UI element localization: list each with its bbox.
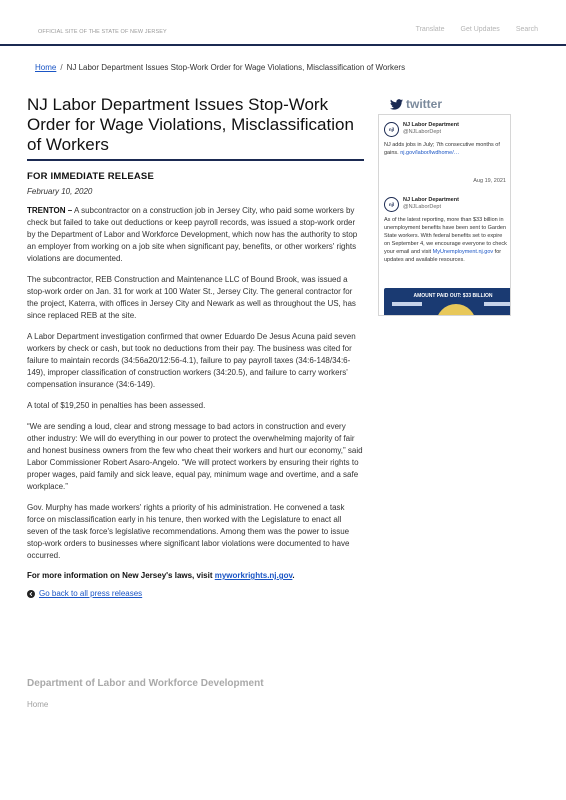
breadcrumb (35, 63, 405, 72)
paragraph-5: “We are sending a loud, clear and strong message to bad actors in construction and every other industry: We will do everything in our power to protect the overwhelming majority of fair and honest business owners from the few who cheat their workers and hurt our economy,” said Labor Commissioner Robert Asaro-Angelo. “We will protect workers by ensuring their rights to proper wages, paid family and sick leave, equal pay, minimum wage and overtime, and a safe workplace.” (27, 422, 363, 491)
dateline: TRENTON – (27, 206, 73, 215)
tweet-2-body: As of the latest reporting, more than $33 billion in unemployment benefits have been sent to Garden State workers. With federal benefits set to expire on September 4, we encourage everyone to check your email and visit (384, 217, 507, 255)
breadcrumb-current: NJ Labor Department Issues Stop-Work Order for Wage Violations, Misclassification of Workers (66, 63, 406, 72)
top-links (416, 26, 538, 33)
twitter-feed[interactable] (378, 114, 511, 316)
paragraph-1-text: A subcontractor on a construction job in Jersey City, who paid some workers by check but failed to take out deductions or keep payroll records, was issued a stop-work order by the Department of Labor and Workforce Development, which now has the authority to stop an employer from working on a job site when significant pay, benefits, or other workers' rights violations are documented. (27, 206, 358, 263)
back-to-releases-link[interactable]: Go back to all press releases (39, 589, 143, 598)
myworkrights-link[interactable]: myworkrights.nj.gov (214, 571, 293, 580)
image-graphic (436, 304, 476, 316)
tweet-2-date[interactable]: Aug 19, 2021 (473, 178, 506, 184)
breadcrumb-separator: / (60, 63, 63, 72)
translate-link[interactable]: Translate (415, 26, 445, 33)
avatar[interactable]: njl (384, 197, 399, 212)
tweet-2-author (403, 197, 459, 211)
avatar[interactable]: njl (384, 122, 399, 137)
twitter-bird-icon (390, 99, 403, 110)
paragraph-4: A total of $19,250 in penalties has been assessed. (27, 401, 206, 410)
more-info-prefix: For more information on New Jersey's laws, visit (27, 571, 215, 580)
tweet-author-handle[interactable]: @NJLaborDept (403, 204, 441, 210)
back-to-releases[interactable] (27, 589, 364, 598)
tweet-author-name[interactable]: NJ Labor Department (403, 122, 459, 128)
release-date: February 10, 2020 (27, 187, 93, 196)
tweet-1-body: NJ adds jobs in July; 7th consecutive months of gains. (384, 142, 500, 156)
top-bar (0, 0, 566, 46)
twitter-heading-text: twitter (406, 97, 442, 111)
paragraph-3: A Labor Department investigation confirmed that owner Eduardo De Jesus Acuna paid seven workers by check or cash, but took no deductions from their pay. The business was cited for failure to maintain records (34:56a20/12:56-4.1), failure to pay payroll taxes (34:6-148/34:6-149), improper classification of construction workers (34:20.5), and failure to carry workers' compensation insurance (34:6-149). (27, 332, 356, 389)
paragraph-1 (27, 205, 364, 265)
article (27, 95, 364, 598)
tweet-1-link[interactable]: nj.gov/labor/lwdhome/… (400, 150, 460, 156)
official-site-label: OFFICIAL SITE OF THE STATE OF NEW JERSEY (38, 29, 167, 35)
paragraph-6: Gov. Murphy has made workers' rights a priority of his administration. He convened a task force on misclassification early in his tenure, then worked with the Legislature to enact all seven of the task force's legislative recommendations. Among them was the power to issue stop-work orders to businesses where significant labor violations were documented to have occurred. (27, 503, 350, 560)
twitter-heading (390, 97, 442, 111)
get-updates-link[interactable]: Get Updates (460, 26, 500, 33)
more-info-suffix: . (292, 571, 295, 580)
tweet-1-author (403, 122, 459, 136)
release-label: FOR IMMEDIATE RELEASE (27, 171, 154, 182)
footer-home-link[interactable]: Home (27, 700, 49, 709)
tweet-2-image[interactable] (384, 288, 511, 316)
tweet-2-link[interactable]: MyUnemployment.nj.gov (432, 249, 494, 255)
footer-department-title: Department of Labor and Workforce Development (27, 678, 264, 689)
tweet-2-body-end: for updates and available resources. (384, 249, 502, 263)
tweet-1[interactable] (384, 122, 509, 157)
image-bar (484, 302, 511, 306)
tweet-2-header (384, 197, 509, 212)
page-title: NJ Labor Department Issues Stop-Work Order for Wage Violations, Misclassification of Workers (27, 95, 364, 161)
search-link[interactable]: Search (515, 26, 538, 33)
tweet-1-text (384, 141, 509, 157)
tweet-author-handle[interactable]: @NJLaborDept (403, 129, 441, 135)
paragraph-2: The subcontractor, REB Construction and Maintenance LLC of Bound Brook, was issued a stop-work order on Jan. 31 for work at 100 Water St., Jersey City. The general contractor for the project, Katerra, with offices in Jersey City and Newark as well as throughout the US, has since replaced REB at the site. (27, 275, 356, 320)
tweet-2[interactable] (384, 197, 509, 264)
more-info (27, 571, 364, 580)
tweet-2-text (384, 216, 509, 264)
tweet-2-image-caption: AMOUNT PAID OUT: $33 BILLION (413, 293, 493, 299)
tweet-1-header (384, 122, 509, 137)
tweet-author-name[interactable]: NJ Labor Department (403, 197, 459, 203)
image-bar (392, 302, 422, 306)
breadcrumb-home-link[interactable]: Home (35, 63, 57, 72)
arrow-left-circle-icon (27, 590, 35, 598)
